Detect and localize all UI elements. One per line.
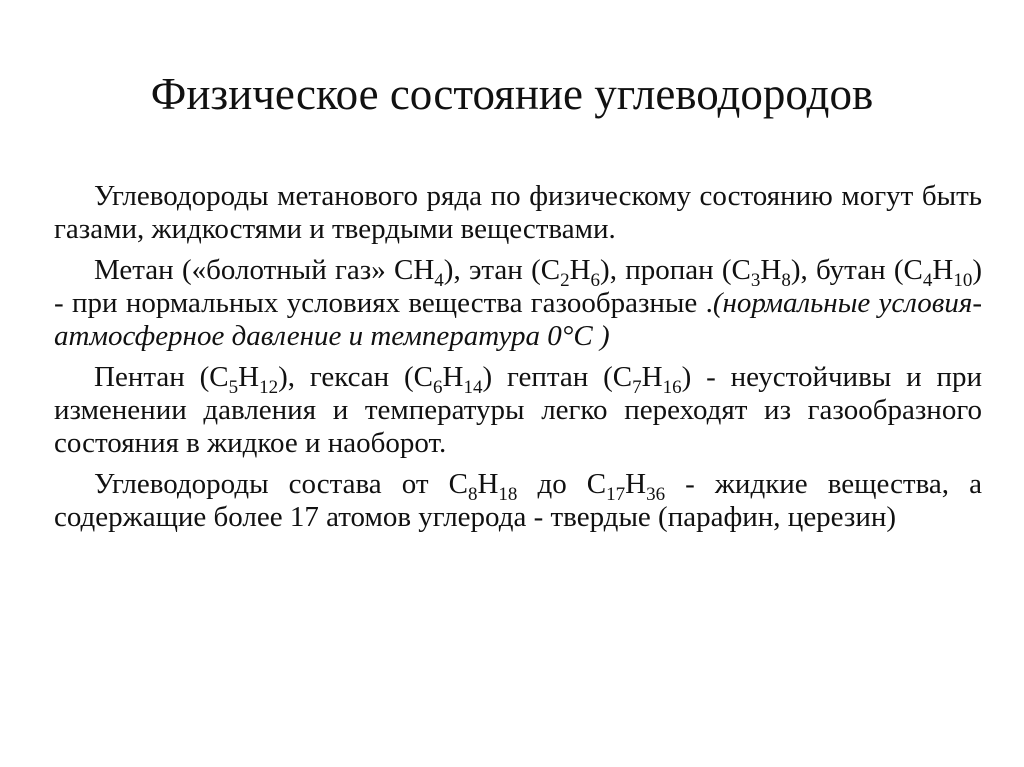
- text-segment: Н: [932, 254, 954, 286]
- subscript: 8: [467, 484, 478, 505]
- text-segment: Пентан (С: [94, 361, 229, 393]
- subscript: 4: [922, 270, 933, 291]
- text-segment: ), бутан (С: [790, 254, 923, 286]
- slide-body: [54, 180, 982, 542]
- subscript: 3: [750, 270, 761, 291]
- subscript: 8: [781, 270, 791, 291]
- paragraph-unstable: [54, 361, 982, 460]
- paragraph-states-text: Углеводороды метанового ряда по физическому состоянию могут быть газами, жидкостями и твердыми веществами.: [54, 180, 982, 245]
- text-segment: ) - при нормальных условиях вещества газообразные .: [54, 254, 982, 319]
- text-segment: Н: [442, 361, 464, 393]
- subscript: 6: [433, 377, 443, 398]
- text-segment: ), пропан (С: [600, 254, 751, 286]
- subscript: 36: [646, 484, 666, 505]
- normal-conditions-note: (нормальные условия- атмосферное давление и температура 0°С ): [54, 287, 982, 352]
- text-segment: Н: [625, 468, 647, 500]
- text-segment: Н: [569, 254, 591, 286]
- paragraph-states: [54, 180, 982, 246]
- text-segment: до С: [517, 468, 607, 500]
- text-segment: Метан («болотный газ» СН: [94, 254, 435, 286]
- subscript: 16: [662, 377, 682, 398]
- text-segment: ), гексан (С: [278, 361, 434, 393]
- text-segment: ) гептан (С: [482, 361, 633, 393]
- slide-title: Физическое состояние углеводородов: [150, 69, 874, 119]
- subscript: 18: [498, 484, 518, 505]
- text-segment: - жидкие вещества, а содержащие более 17 атомов углерода - твердые (парафин, церезин): [54, 468, 982, 533]
- subscript: 4: [434, 270, 444, 291]
- text-segment: Н: [641, 361, 663, 393]
- subscript: 17: [606, 484, 626, 505]
- text-segment: Н: [760, 254, 782, 286]
- text-segment: ) - неустойчивы и при изменении давления и температуры легко переходят из газообразного состояния в жидкое и наоборот.: [54, 361, 982, 459]
- subscript: 2: [560, 270, 570, 291]
- text-segment: Н: [477, 468, 499, 500]
- paragraph-gases: [54, 254, 982, 353]
- text-segment: Н: [238, 361, 260, 393]
- text-segment: Углеводороды состава от С: [94, 468, 468, 500]
- subscript: 5: [228, 377, 239, 398]
- subscript: 12: [259, 377, 279, 398]
- paragraph-liquid-solid: [54, 468, 982, 534]
- subscript: 14: [463, 377, 483, 398]
- subscript: 6: [590, 270, 601, 291]
- subscript: 10: [953, 270, 973, 291]
- text-segment: ), этан (С: [443, 254, 561, 286]
- subscript: 7: [632, 377, 642, 398]
